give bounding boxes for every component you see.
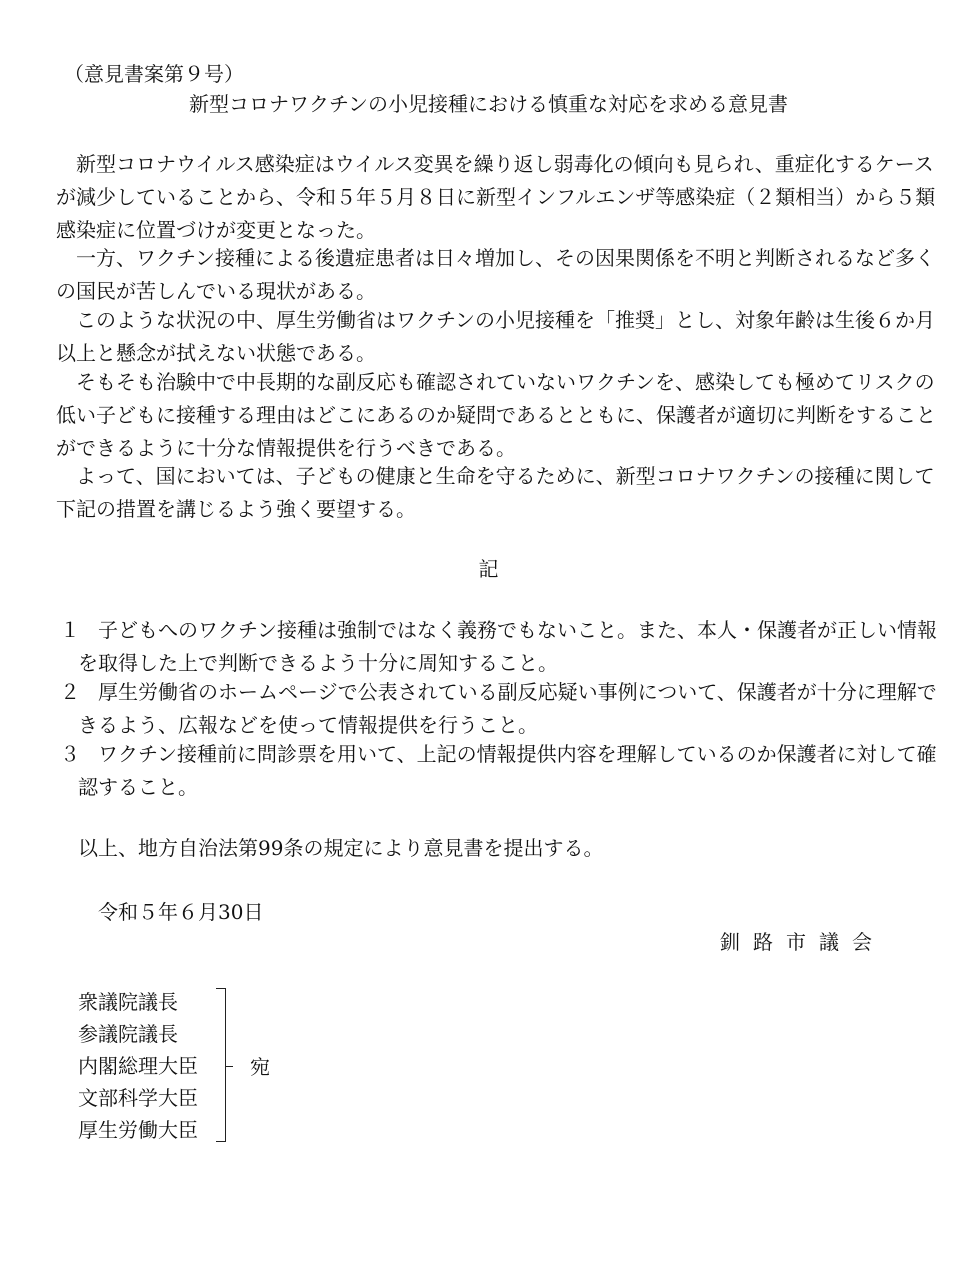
ate-label: 宛 xyxy=(250,1055,270,1079)
ki-heading: 記 xyxy=(478,557,499,581)
addressee: 参議院議長 xyxy=(78,1022,178,1046)
item-number: ２ xyxy=(60,680,80,704)
body-paragraph: そもそも治験中で中長期的な副反応も確認されていないワクチンを、感染しても極めてリスクの低い子どもに接種する理由はどこにあるのか疑問であるとともに、保護者が適切に判断をすることができるように十分な情報提供を行うべきである。 xyxy=(56,370,936,460)
date: 令和５年６月30日 xyxy=(98,900,264,924)
item-number: １ xyxy=(60,618,80,642)
item-text: 子どもへのワクチン接種は強制ではなく義務でもないこと。また、本人・保護者が正しい情報を取得した上で判断できるよう十分に周知すること。 xyxy=(78,618,937,675)
doc-number: （意見書案第９号） xyxy=(64,62,244,86)
closing-statement: 以上、地方自治法第99条の規定により意見書を提出する。 xyxy=(78,836,604,860)
addressee: 文部科学大臣 xyxy=(78,1086,198,1110)
body-paragraph: よって、国においては、子どもの健康と生命を守るために、新型コロナワクチンの接種に関して下記の措置を講じるよう強く要望する。 xyxy=(56,464,935,521)
request-item xyxy=(60,738,952,804)
item-text: 厚生労働省のホームページで公表されている副反応疑い事例について、保護者が十分に理解できるよう、広報などを使って情報提供を行うこと。 xyxy=(78,680,937,737)
item-text: ワクチン接種前に問診票を用いて、上記の情報提供内容を理解しているのか保護者に対して確認すること。 xyxy=(78,742,937,799)
addressee-bracket xyxy=(216,988,226,1142)
addressee: 厚生労働大臣 xyxy=(78,1118,198,1142)
addressee: 衆議院議長 xyxy=(78,990,178,1014)
addressee: 内閣総理大臣 xyxy=(78,1054,198,1078)
item-number: ３ xyxy=(60,742,80,766)
request-item xyxy=(60,614,952,680)
doc-title: 新型コロナワクチンの小児接種における慎重な対応を求める意見書 xyxy=(189,92,788,116)
addressee-list xyxy=(78,986,198,1146)
body-paragraph: このような状況の中、厚生労働省はワクチンの小児接種を「推奨」とし、対象年齢は生後６か月以上と懸念が拭えない状態である。 xyxy=(56,308,935,365)
body-paragraph: 一方、ワクチン接種による後遺症患者は日々増加し、その因果関係を不明と判断されるなど多くの国民が苦しんでいる現状がある。 xyxy=(56,246,935,303)
council-name: 釧路市議会 xyxy=(720,930,885,954)
bracket-tick xyxy=(225,1066,233,1067)
request-item xyxy=(60,676,952,742)
body-paragraph: 新型コロナウイルス感染症はウイルス変異を繰り返し弱毒化の傾向も見られ、重症化するケースが減少していることから、令和５年５月８日に新型インフルエンザ等感染症（２類相当）から５類感染症に位置づけが変更となった。 xyxy=(56,152,936,242)
